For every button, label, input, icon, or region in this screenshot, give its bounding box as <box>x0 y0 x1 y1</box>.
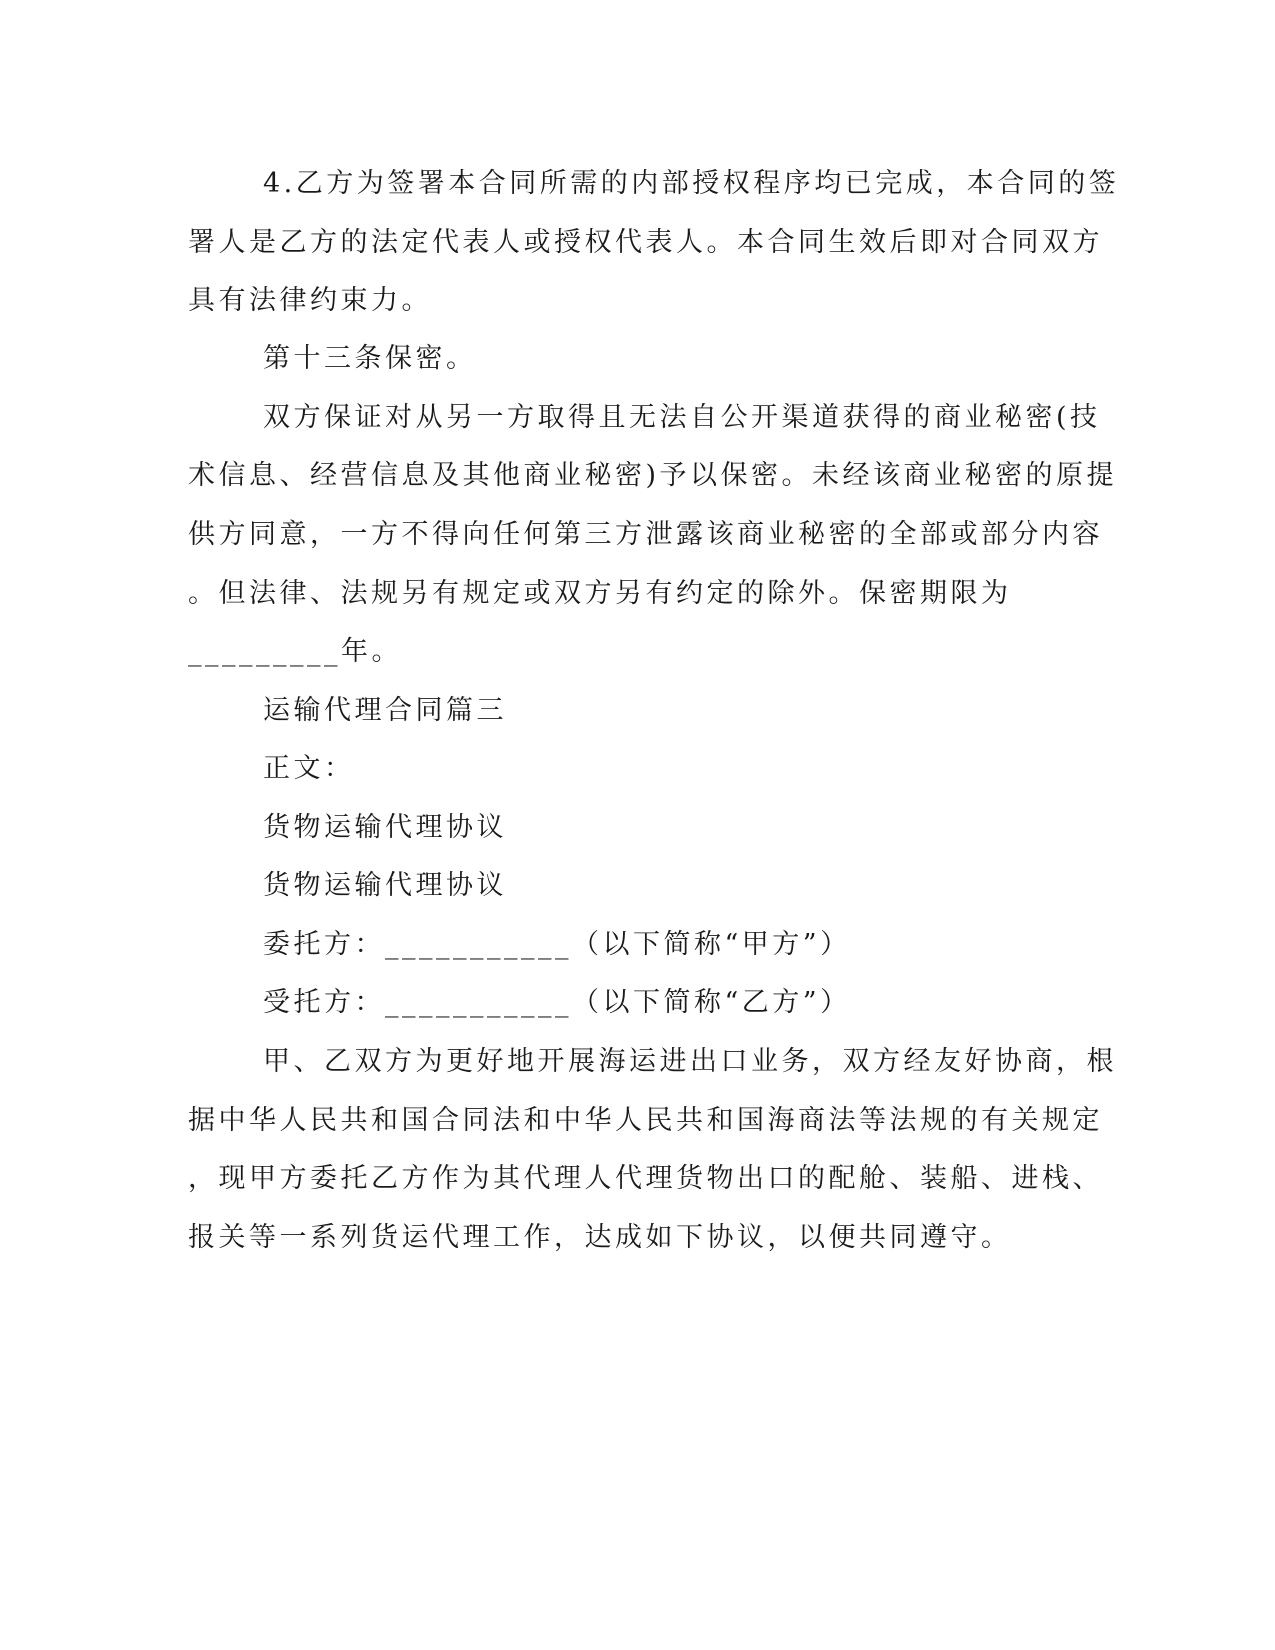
text-line-17: 据中华人民共和国合同法和中华人民共和国海商法等法规的有关规定 <box>188 1105 1103 1136</box>
text-line-2: 署人是乙方的法定代表人或授权代表人。本合同生效后即对合同双方 <box>188 227 1103 258</box>
text-line-6: 术信息、经营信息及其他商业秘密)予以保密。未经该商业秘密的原提 <box>188 460 1118 491</box>
text-line-18: ，现甲方委托乙方作为其代理人代理货物出口的配舱、装船、进栈、 <box>188 1163 1103 1194</box>
text-line-7: 供方同意，一方不得向任何第三方泄露该商业秘密的全部或部分内容 <box>188 519 1103 550</box>
text-line-19: 报关等一系列货运代理工作，达成如下协议，以便共同遵守。 <box>188 1222 1012 1253</box>
agreement-title-2: 货物运输代理协议 <box>263 870 507 901</box>
text-line-3: 具有法律约束力。 <box>188 285 432 316</box>
agent-party-line: 受托方：___________（以下简称“乙方”） <box>263 987 851 1018</box>
section-heading-confidentiality: 第十三条保密。 <box>263 343 477 374</box>
text-line-16: 甲、乙双方为更好地开展海运进出口业务，双方经友好协商，根 <box>263 1046 1117 1077</box>
body-label: 正文： <box>263 753 355 784</box>
text-line-8: 。但法律、法规另有规定或双方另有约定的除外。保密期限为 <box>188 578 1012 609</box>
agreement-title-1: 货物运输代理协议 <box>263 812 507 843</box>
text-line-5: 双方保证对从另一方取得且无法自公开渠道获得的商业秘密(技 <box>263 402 1101 433</box>
section-heading-part-three: 运输代理合同篇三 <box>263 695 507 726</box>
text-line-1: 4.乙方为签署本合同所需的内部授权程序均已完成，本合同的签 <box>263 168 1120 199</box>
text-line-9: _________年。 <box>188 636 402 667</box>
principal-party-line: 委托方：___________（以下简称“甲方”） <box>263 929 851 960</box>
